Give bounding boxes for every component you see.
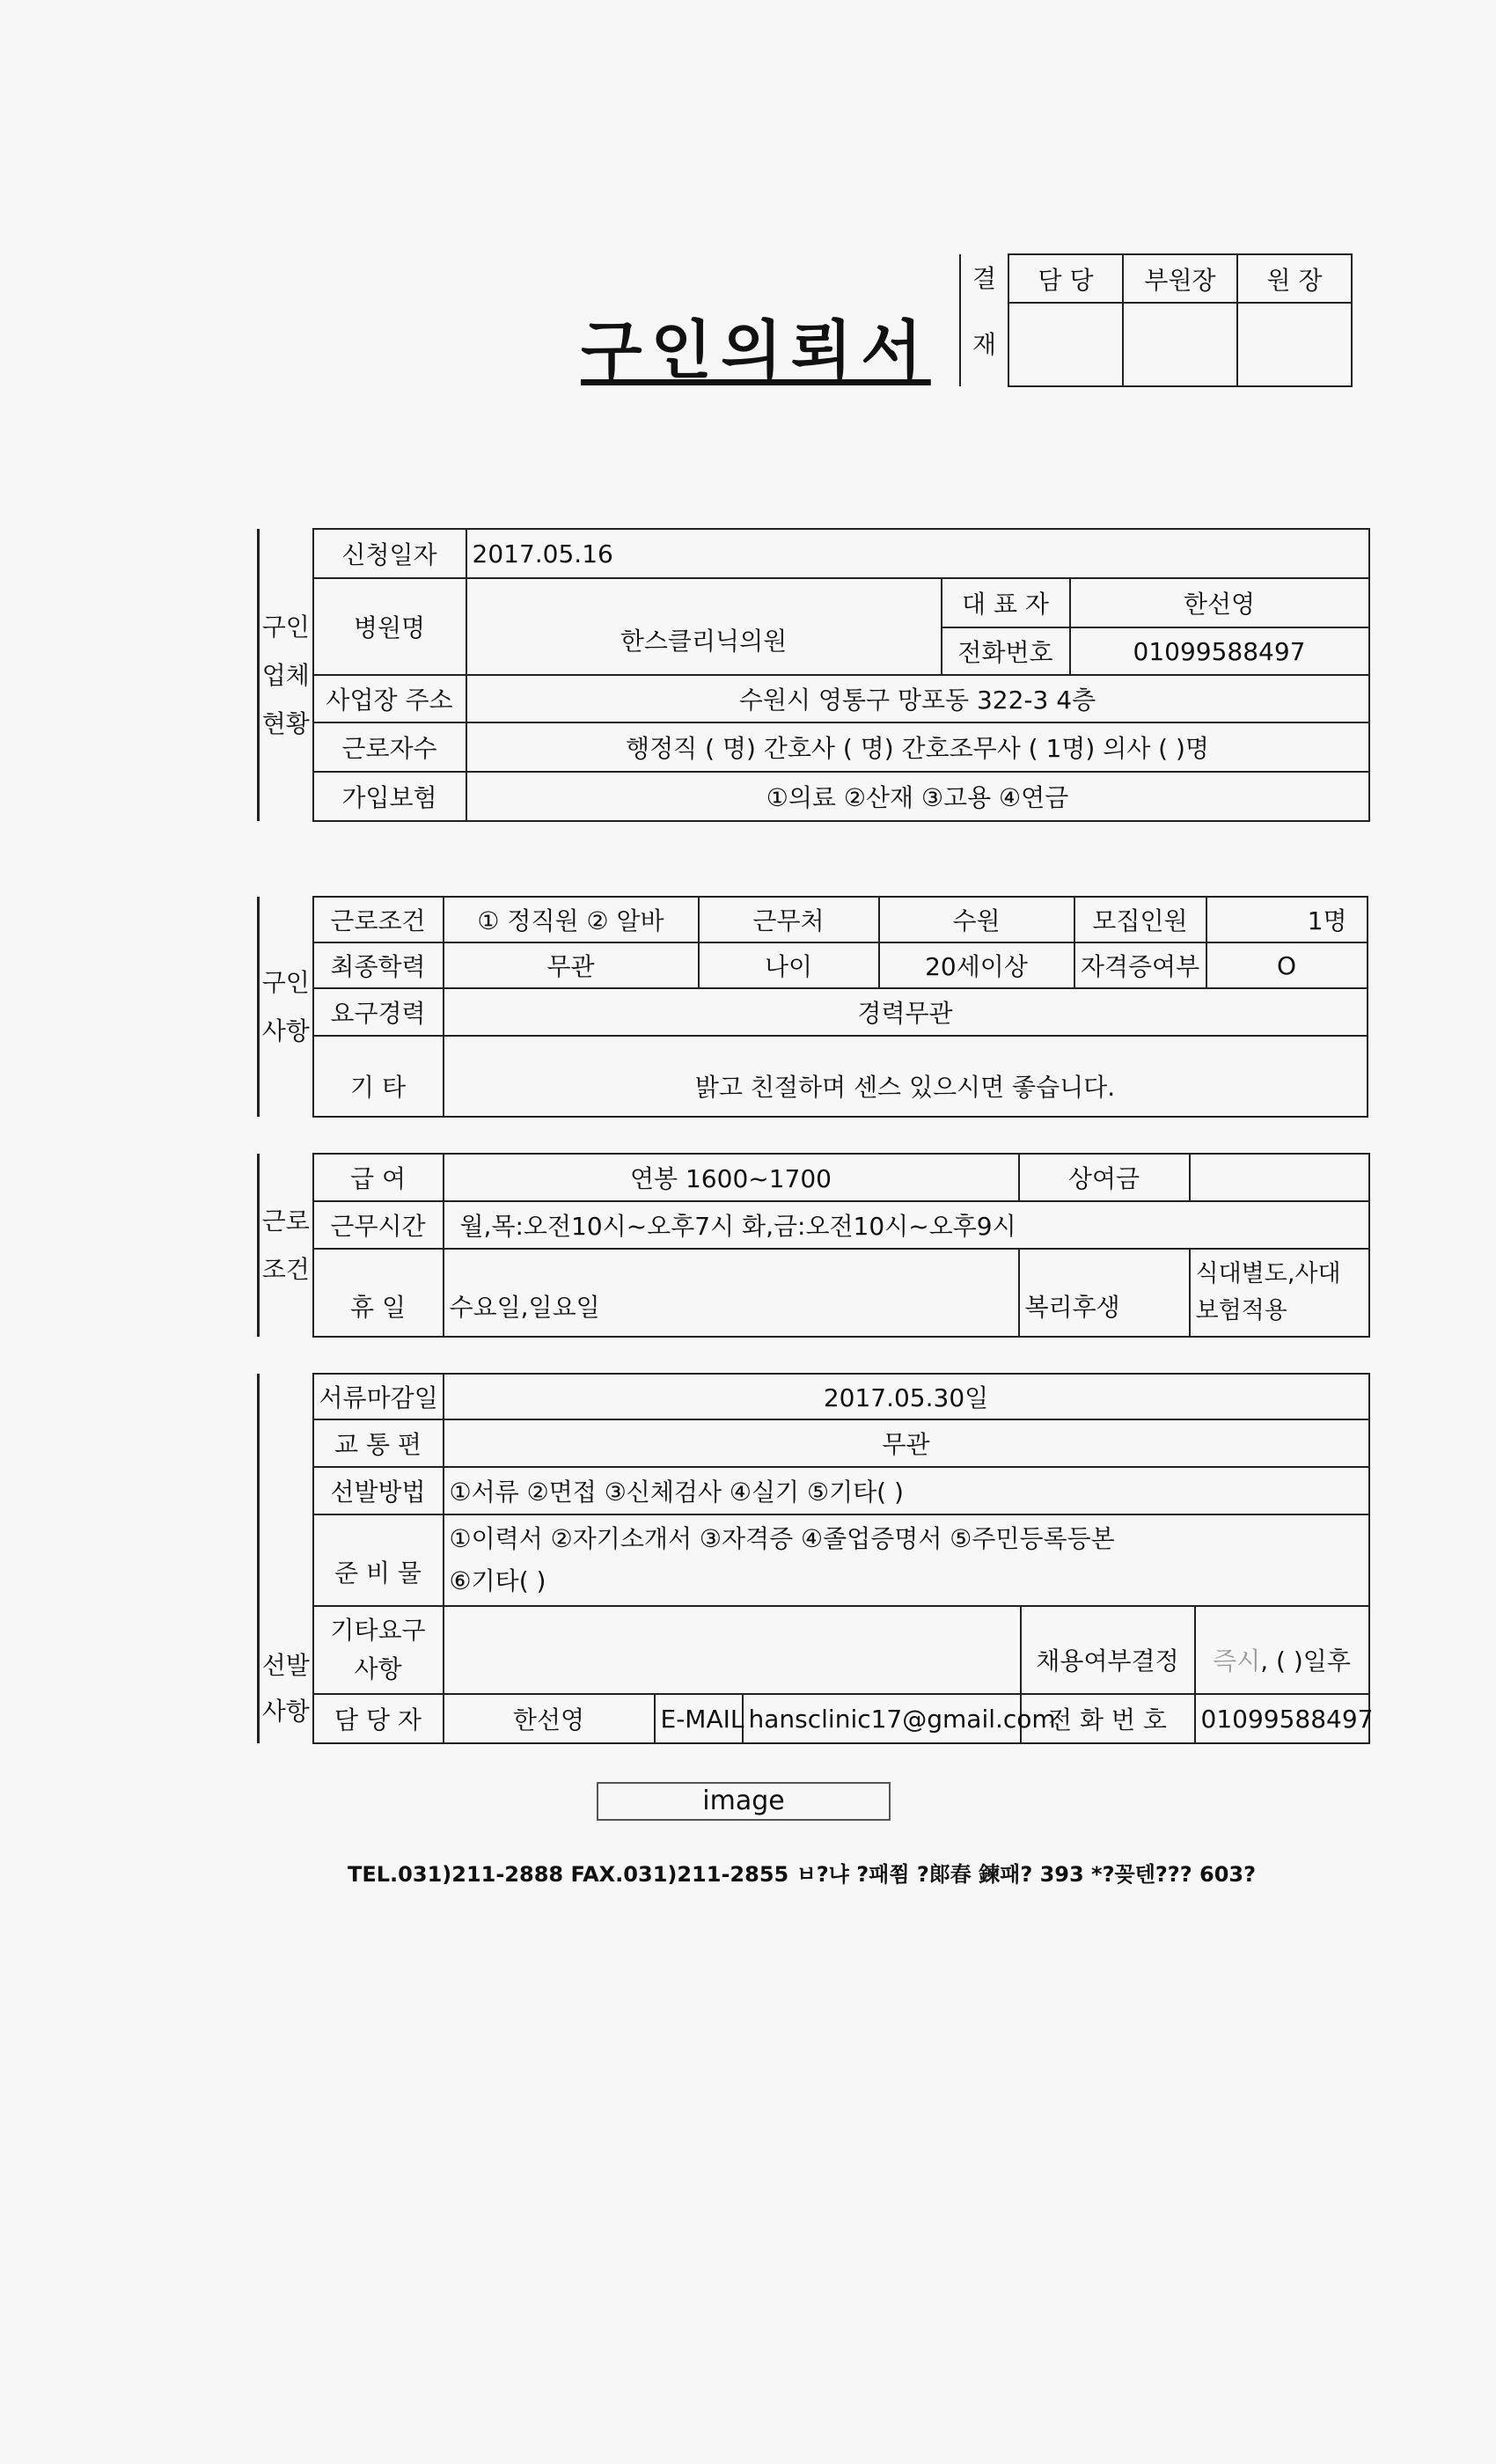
transport-label: 교 통 편 xyxy=(313,1419,444,1467)
rep-value: 한선영 xyxy=(1070,578,1369,627)
docs-value xyxy=(444,1514,1369,1606)
welfare-label: 복리후생 xyxy=(1019,1249,1190,1337)
selection-side-label: 선발사항 xyxy=(259,1374,313,1743)
company-side-label: 구인업체현황 xyxy=(259,529,313,821)
career-label: 요구경력 xyxy=(313,988,444,1036)
method-label: 선발방법 xyxy=(313,1467,444,1514)
phone-label: 전화번호 xyxy=(942,627,1070,675)
approval-sign-staff[interactable] xyxy=(1008,303,1123,386)
salary-label: 급 여 xyxy=(313,1154,444,1201)
docs-line-2: ⑥기타( ) xyxy=(449,1566,546,1595)
hire-label: 채용여부결정 xyxy=(1021,1606,1195,1694)
docs-line-1: ①이력서 ②자기소개서 ③자격증 ④졸업증명서 ⑤주민등록등본 xyxy=(449,1524,1115,1553)
salary-value: 연봉 1600~1700 xyxy=(444,1154,1019,1201)
hire-rest: , ( )일후 xyxy=(1260,1646,1351,1676)
hospital-value: 한스클리닉의원 xyxy=(466,578,942,675)
insurance-label: 가입보험 xyxy=(313,772,466,821)
email-label: E-MAIL xyxy=(655,1694,743,1743)
address-label: 사업장 주소 xyxy=(313,675,466,722)
hours-value: 월,목:오전10시~오후7시 화,금:오전10시~오후9시 xyxy=(444,1201,1369,1249)
date-label: 신청일자 xyxy=(313,529,466,578)
approval-side-bottom: 재 xyxy=(960,303,1008,386)
transport-value: 무관 xyxy=(444,1419,1369,1467)
footer-contact: TEL.031)211-2888 FAX.031)211-2855 ㅂ?냐 ?패쬠 ?郞春 鍊패? 393 *?꽂텐??? 603? xyxy=(348,1862,1257,1887)
age-label: 나이 xyxy=(699,942,879,988)
deadline-value: 2017.05.30일 xyxy=(444,1374,1369,1419)
place-label: 근무처 xyxy=(699,897,879,942)
count-value: 1명 xyxy=(1206,897,1368,942)
approval-header-director: 원 장 xyxy=(1237,254,1352,303)
phone-value: 01099588497 xyxy=(1070,627,1369,675)
workers-value: 행정직 ( 명) 간호사 ( 명) 간호조무사 ( 1명) 의사 ( )명 xyxy=(466,722,1369,772)
image-placeholder: image xyxy=(597,1782,891,1821)
approval-header-vice: 부원장 xyxy=(1123,254,1237,303)
etc-label: 기 타 xyxy=(313,1036,444,1117)
page-title: 구인의뢰서 xyxy=(581,313,931,387)
approval-table xyxy=(959,253,1353,387)
count-label: 모집인원 xyxy=(1074,897,1206,942)
conditions-table xyxy=(257,1153,1370,1338)
other-label: 기타요구사항 xyxy=(313,1606,444,1694)
age-value: 20세이상 xyxy=(879,942,1074,988)
career-value: 경력무관 xyxy=(444,988,1368,1036)
bonus-value xyxy=(1190,1154,1369,1201)
welfare-value: 식대별도,사대보험적용 xyxy=(1190,1249,1369,1337)
deadline-label: 서류마감일 xyxy=(313,1374,444,1419)
approval-side-top: 결 xyxy=(960,254,1008,303)
insurance-value: ①의료 ②산재 ③고용 ④연금 xyxy=(466,772,1369,821)
holiday-value: 수요일,일요일 xyxy=(444,1249,1019,1337)
license-value: O xyxy=(1206,942,1368,988)
license-label: 자격증여부 xyxy=(1074,942,1206,988)
holiday-label: 휴 일 xyxy=(313,1249,444,1337)
edu-label: 최종학력 xyxy=(313,942,444,988)
approval-sign-director[interactable] xyxy=(1237,303,1352,386)
hospital-label: 병원명 xyxy=(313,578,466,675)
email-value: hansclinic17@gmail.com xyxy=(743,1694,1021,1743)
approval-sign-vice[interactable] xyxy=(1123,303,1237,386)
edu-value: 무관 xyxy=(444,942,699,988)
recruit-side-label: 구인사항 xyxy=(259,897,313,1117)
contact-label: 담 당 자 xyxy=(313,1694,444,1743)
address-value: 수원시 영통구 망포동 322-3 4층 xyxy=(466,675,1369,722)
recruit-table xyxy=(257,896,1368,1118)
workers-label: 근로자수 xyxy=(313,722,466,772)
hours-label: 근무시간 xyxy=(313,1201,444,1249)
tel-label: 전 화 번 호 xyxy=(1021,1694,1195,1743)
date-value: 2017.05.16 xyxy=(466,529,1369,578)
cond-label: 근로조건 xyxy=(313,897,444,942)
company-table xyxy=(257,528,1370,822)
place-value: 수원 xyxy=(879,897,1074,942)
tel-value: 01099588497 xyxy=(1195,1694,1369,1743)
rep-label: 대 표 자 xyxy=(942,578,1070,627)
contact-value: 한선영 xyxy=(444,1694,655,1743)
hire-immediate: 즉시 xyxy=(1213,1646,1261,1676)
method-value: ①서류 ②면접 ③신체검사 ④실기 ⑤기타( ) xyxy=(444,1467,1369,1514)
docs-label: 준 비 물 xyxy=(313,1514,444,1606)
conditions-side-label: 근로조건 xyxy=(259,1154,313,1337)
hire-value xyxy=(1195,1606,1369,1694)
etc-value: 밝고 친절하며 센스 있으시면 좋습니다. xyxy=(444,1036,1368,1117)
approval-header-staff: 담 당 xyxy=(1008,254,1123,303)
other-value[interactable] xyxy=(444,1606,1021,1694)
cond-value: ① 정직원 ② 알바 xyxy=(444,897,699,942)
bonus-label: 상여금 xyxy=(1019,1154,1190,1201)
selection-table xyxy=(257,1373,1374,1744)
